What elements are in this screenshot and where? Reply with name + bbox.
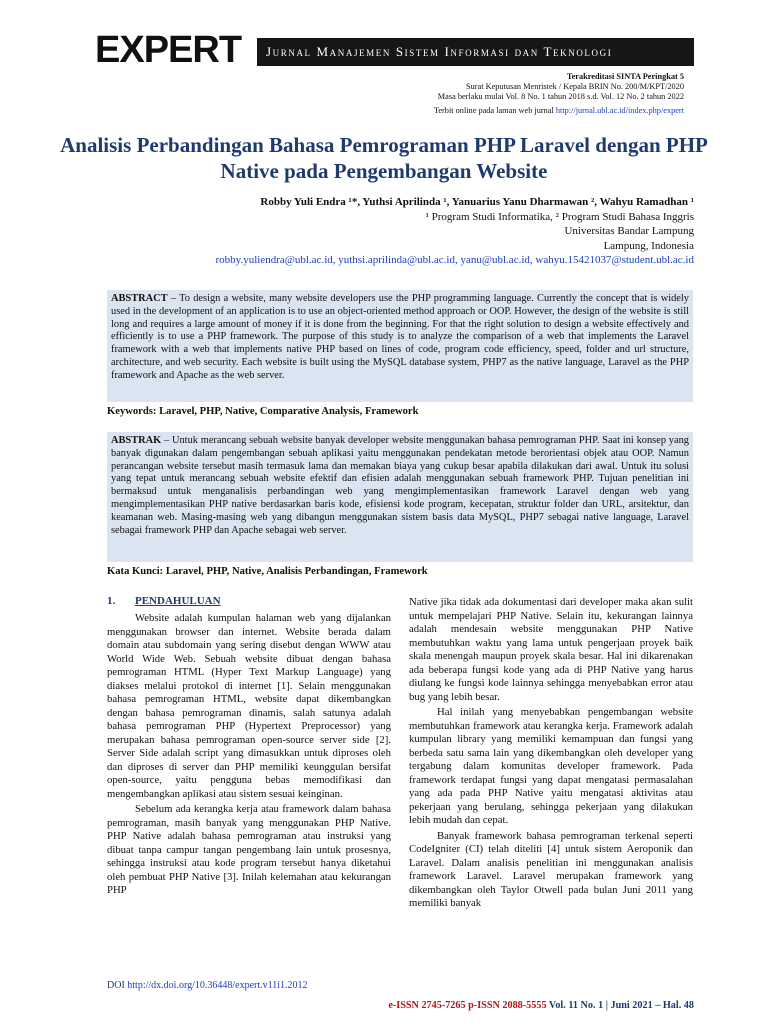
section-heading (107, 595, 221, 607)
doi-label: DOI (107, 980, 125, 991)
issue-info: Vol. 11 No. 1 | Juni 2021 – Hal. 48 (546, 1000, 694, 1011)
right-column (409, 596, 693, 913)
paper-title: Analisis Perbandingan Bahasa Pemrograman PHP Laravel dengan PHP Native pada Pengembangan Website (60, 133, 708, 183)
paragraph: Sebelum ada kerangka kerja atau framework dalam bahasa pemrograman, masih banyak yang menggunakan PHP Native. PHP Native adalah bahasa pemrograman atau instruksi yang dibuat tanpa campur tangan pengembang lain untuk prosesnya, sehingga instruksi atau kode program tersebut hanya diketahui oleh pembuat PHP Native [3]. Inilah kelemahan atau kekurangan PHP (107, 803, 391, 896)
doi-link[interactable]: http://dx.doi.org/10.36448/expert.v11i1.2012 (127, 980, 308, 991)
journal-logo: EXPERT (95, 29, 242, 71)
author-university: Universitas Bandar Lampung (564, 225, 694, 237)
section-number: 1. (107, 595, 116, 607)
left-column (107, 612, 391, 900)
paragraph: Native jika tidak ada dokumentasi dari developer maka akan sulit untuk mempelajari PHP Native. Selain itu, kekurangan lainnya adalah mendesain website menggunakan PHP Native membutuhkan waktu yang lama untuk pengerjaan proyek baik skala menengah maupun proyek skala besar. Hal ini dikarenakan ada beberapa fungsi kode yang ada di PHP Native yang harus diulang ke fungsi kode lainnya sehingga menyebabkan error atau bug yang lebih besar. (409, 596, 693, 703)
author-block (94, 195, 694, 268)
author-names: Robby Yuli Endra ¹*, Yuthsi Aprilinda ¹, Yanuarius Yanu Dharmawan ², Wahyu Ramadhan ¹ (260, 196, 694, 208)
decree: Surat Keputusan Menristek / Kepala BRIN No. 200/M/KPT/2020 (466, 82, 684, 91)
paragraph: Banyak framework bahasa pemrograman terkenal seperti CodeIgniter (CI) telah diteliti [4] untuk sistem Aeroponik dan Laravel. Dalam analisis penelitian ini menggunakan analisis framework Laravel. Laravel merupakan framework yang dikembangkan oleh Taylor Otwell pada bulan Juni 2011 yang memiliki banyak (409, 829, 693, 909)
abstract-english (107, 290, 693, 402)
keywords-indonesian: Kata Kunci: Laravel, PHP, Native, Analisis Perbandingan, Framework (107, 566, 428, 577)
doi-line (107, 980, 308, 991)
journal-url-link[interactable]: http://jurnal.ubl.ac.id/index.php/expert (555, 106, 684, 115)
validity: Masa berlaku mulai Vol. 8 No. 1 tahun 2018 s.d. Vol. 12 No. 2 tahun 2022 (437, 92, 684, 101)
author-affiliation: ¹ Program Studi Informatika, ² Program Studi Bahasa Inggris (425, 210, 694, 223)
accreditation: Terakreditasi SINTA Peringkat 5 (566, 72, 684, 81)
abstract-lead: ABSTRACT (111, 293, 168, 304)
journal-meta (264, 72, 684, 116)
paragraph: Website adalah kumpulan halaman web yang dijalankan menggunakan browser dan internet. Website berada dalam domain atau subdomain yang sering disebut dengan WWW atau World Wide Web. Sebuah website dibuat dengan bahasa pemrograman HTML (Hyper Text Markup Language) yang diakses melalui protokol di internet [1]. Selain menggunakan bahasa pemrograman HTML, website dapat dikembangkan dengan bahasa pemrograman dinamis, salah satunya adalah bahasa pemrograman PHP (Hypertext Preprocessor) yang merupakan bahasa pemrograman open-source server side [2]. Server Side adalah script yang dimasukkan untuk diproses oleh dan diproses di server dan PHP memiliki keunggulan bersifat open-source, yaitu pengguna bebas memodifikasi dan mengembangkan aplikasi atau sistem sesuai keinginan. (107, 612, 391, 800)
journal-name-banner: Jurnal Manajemen Sistem Informasi dan Teknologi (257, 38, 694, 66)
section-title: PENDAHULUAN (135, 595, 221, 607)
footer-issue (388, 1000, 694, 1011)
abstrak-lead: ABSTRAK (111, 435, 162, 446)
abstract-text: – To design a website, many website developers use the PHP programming language. Currently the concept that is widely used in the development of an application is to use an object-oriented method approach or OOP. However, the design of the website is still long and requires a large amount of money if it is done from the beginning. For that the right solution to design a website effectively and efficiently is to use a PHP framework. The purpose of this study is to analyze the comparison of a web that implements the Laravel framework with a web that implements native PHP based on lines of code, program code efficiency, speed, folder and url structure, architecture, and web security. Each website is built using the MySQL database system, PHP7 as the native language, Laravel as the PHP framework and Apache as the web server. (111, 293, 689, 381)
author-location: Lampung, Indonesia (603, 239, 694, 252)
author-emails[interactable]: robby.yuliendra@ubl.ac.id, yuthsi.aprilinda@ubl.ac.id, yanu@ubl.ac.id, wahyu.15421037@student.ubl.ac.id (215, 254, 694, 266)
online-label: Terbit online pada laman web jurnal (433, 106, 554, 115)
abstract-indonesian (107, 432, 693, 562)
keywords-english: Keywords: Laravel, PHP, Native, Comparative Analysis, Framework (107, 406, 419, 417)
abstrak-text: – Untuk merancang sebuah website banyak developer website menggunakan bahasa pemrograman PHP. Saat ini konsep yang banyak digunakan dalam pengembangan sebuah aplikasi yaitu menggunakan pendekatan metode berorientasi objek atau OOP. Namun perancangan website tersebut masih termasuk lama dan memakan biaya yang cukup besar apabila dilakukan dari awal. Untuk itu solusi yang tepat untuk merancang sebuah website efektif dan efisien adalah menggunakan sebuah framework PHP. Tujuan penelitian ini bermaksud untuk menganalisis perbandingan web yang mengimplementasikan framework Laravel dengan web yang mengimplementasikan PHP native berdasarkan baris kode, efisiensi kode program, kecepatan, struktur folder dan URL, arsitektur, dan keamanan web. Masing-masing web yang dibangun menggunakan sistem basis data MySQL, PHP7 sebagai native language, Laravel sebagai framework PHP dan Apache sebagai web server. (111, 435, 689, 536)
online-info (264, 106, 684, 116)
paragraph: Hal inilah yang menyebabkan pengembangan website membutuhkan framework atau kerangka kerja. Framework adalah kumpulan library yang memiliki kemampuan dan fungsi yang berbeda satu sama lain yang dikembangkan oleh developer yang tergabung dalam komunitas developer framework. Pada framework terdapat fungsi yang dapat mengatasi permasalahan yang ada pada PHP Native yaitu mengatasi aktivitas atau pekerjaan yang berulang, sehingga pekerjaan yang dilakukan lebih mudah dan cepat. (409, 706, 693, 826)
issn: e-ISSN 2745-7265 p-ISSN 2088-5555 (388, 1000, 547, 1011)
